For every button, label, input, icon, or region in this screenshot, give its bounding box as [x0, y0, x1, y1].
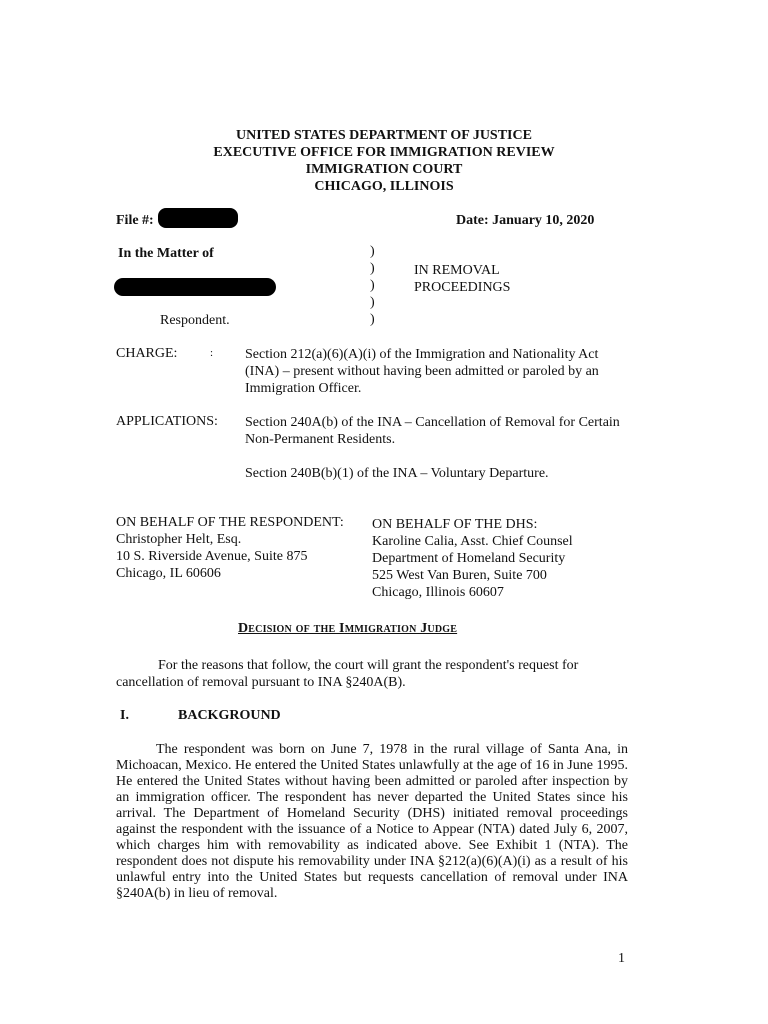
- charge-text-line-1: Section 212(a)(6)(A)(i) of the Immigration and Nationality Act: [245, 347, 599, 362]
- charge-text-line-3: Immigration Officer.: [245, 381, 362, 396]
- application-2: Section 240B(b)(1) of the INA – Voluntary Departure.: [245, 466, 549, 481]
- header-city: CHICAGO, ILLINOIS: [314, 179, 454, 194]
- dhs-counsel-address-2: Chicago, Illinois 60607: [372, 585, 504, 600]
- dhs-counsel-address-1: 525 West Van Buren, Suite 700: [372, 568, 547, 583]
- dhs-counsel-agency: Department of Homeland Security: [372, 551, 566, 566]
- respondent-counsel-address-2: Chicago, IL 60606: [116, 566, 221, 581]
- respondent-label: Respondent.: [160, 313, 230, 328]
- section-title: BACKGROUND: [178, 708, 281, 723]
- header-office: EXECUTIVE OFFICE FOR IMMIGRATION REVIEW: [213, 145, 555, 160]
- paren-3: ): [370, 278, 375, 293]
- application-1-line-2: Non-Permanent Residents.: [245, 432, 396, 447]
- redacted-respondent-name: [114, 278, 276, 296]
- charge-label: CHARGE:: [116, 346, 178, 361]
- charge-text-line-2: (INA) – present without having been admitted or paroled by an: [245, 364, 599, 379]
- intro-line-2: cancellation of removal pursuant to INA §240A(B).: [116, 675, 406, 690]
- paren-4: ): [370, 295, 375, 310]
- paren-1: ): [370, 244, 375, 259]
- redacted-file-number: [158, 208, 238, 228]
- charge-separator: :: [210, 347, 214, 359]
- paren-2: ): [370, 261, 375, 276]
- header-court: IMMIGRATION COURT: [305, 162, 463, 177]
- respondent-counsel-heading: ON BEHALF OF THE RESPONDENT:: [116, 515, 344, 530]
- paren-5: ): [370, 312, 375, 327]
- in-the-matter-of: In the Matter of: [118, 246, 214, 261]
- page-number: 1: [618, 951, 625, 966]
- applications-label: APPLICATIONS:: [116, 414, 218, 429]
- proceedings-line-2: PROCEEDINGS: [414, 280, 511, 295]
- dhs-counsel-heading: ON BEHALF OF THE DHS:: [372, 517, 538, 532]
- dhs-counsel-name: Karoline Calia, Asst. Chief Counsel: [372, 534, 573, 549]
- respondent-counsel-address-1: 10 S. Riverside Avenue, Suite 875: [116, 549, 308, 564]
- header-department: UNITED STATES DEPARTMENT OF JUSTICE: [236, 128, 532, 143]
- file-number-label: File #:: [116, 213, 154, 228]
- intro-line-1: For the reasons that follow, the court will grant the respondent's request for: [158, 658, 579, 673]
- respondent-counsel-name: Christopher Helt, Esq.: [116, 532, 242, 547]
- application-1-line-1: Section 240A(b) of the INA – Cancellation of Removal for Certain: [245, 415, 620, 430]
- decision-date: Date: January 10, 2020: [456, 213, 595, 228]
- background-paragraph: The respondent was born on June 7, 1978 in the rural village of Santa Ana, in Michoacan, Mexico. He entered the United States unlawfully at the age of 16 in June 1995. He entered the United States without having been admitted or paroled after inspection by an immigration officer. The respondent has never departed the United States since his arrival. The Department of Homeland Security (DHS) initiated removal proceedings against the respondent with the issuance of a Notice to Appear (NTA) dated July 6, 2007, which charges him with removability as indicated above. See Exhibit 1 (NTA). The respondent does not dispute his removability under INA §212(a)(6)(A)(i) as a result of his unlawful entry into the United States but requests cancellation of removal under INA §240A(b) in lieu of removal.: [116, 742, 628, 901]
- proceedings-line-1: IN REMOVAL: [414, 263, 500, 278]
- section-number: I.: [120, 708, 129, 723]
- decision-title: Decision of the Immigration Judge: [238, 621, 458, 636]
